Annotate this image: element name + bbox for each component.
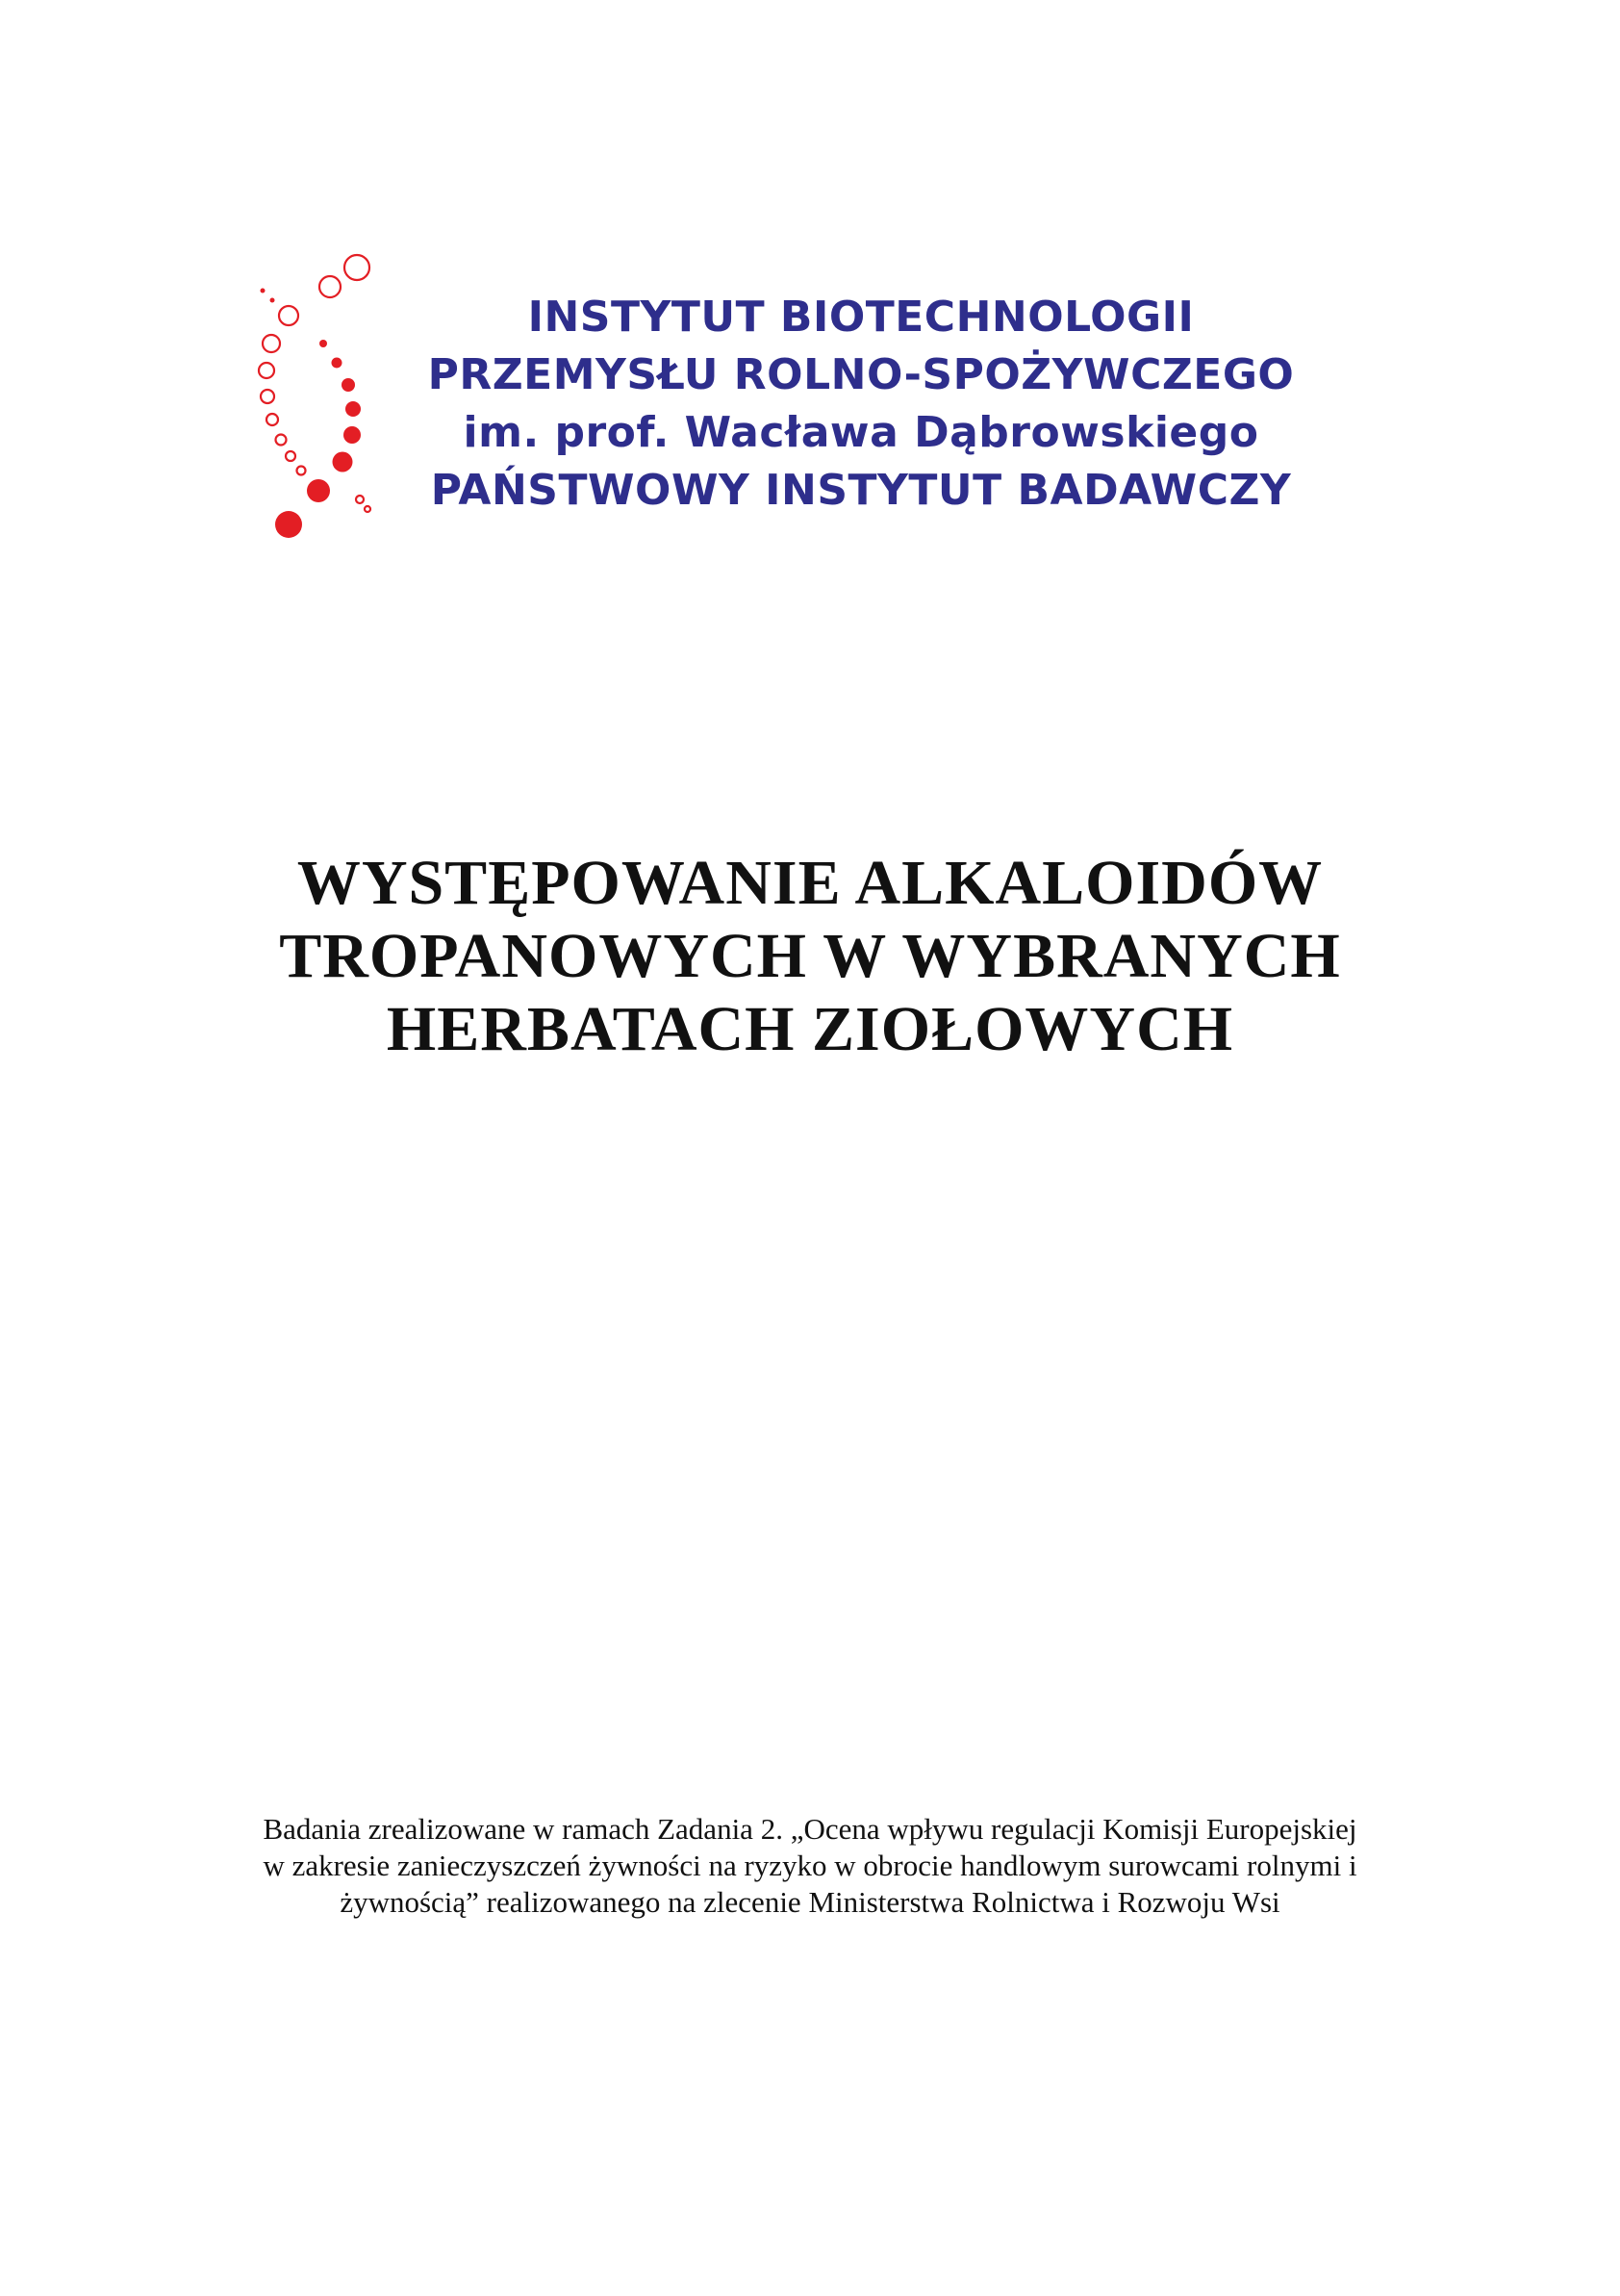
document-title-line-1: WYSTĘPOWANIE ALKALOIDÓW [296,848,1324,918]
institute-name-line-2: PRZEMYSŁU ROLNO-SPOŻYWCZEGO [427,350,1295,399]
funding-note-line-2: w zakresie zanieczyszczeń żywności na ryzyko w obrocie handlowym surowcami rolnymi i [263,1849,1357,1882]
document-title [137,847,1483,1066]
institute-name-line-4: PAŃSTWOWY INSTYTUT BADAWCZY [430,466,1292,515]
institute-name-line-3: im. prof. Wacława Dąbrowskiego [463,408,1259,457]
funding-note [137,1811,1483,1921]
institute-name [399,289,1323,520]
document-title-line-2: TROPANOWYCH W WYBRANYCH [279,921,1341,991]
document-title-line-3: HERBATACH ZIOŁOWYCH [386,994,1234,1064]
dotted-helix-logo-icon [240,245,385,573]
institute-name-line-1: INSTYTUT BIOTECHNOLOGII [527,293,1195,342]
funding-note-line-1: Badania zrealizowane w ramach Zadania 2. „Ocena wpływu regulacji Komisji Europejskiej [263,1812,1357,1846]
funding-note-line-3: żywnością” realizowanego na zlecenie Ministerstwa Rolnictwa i Rozwoju Wsi [340,1885,1280,1919]
